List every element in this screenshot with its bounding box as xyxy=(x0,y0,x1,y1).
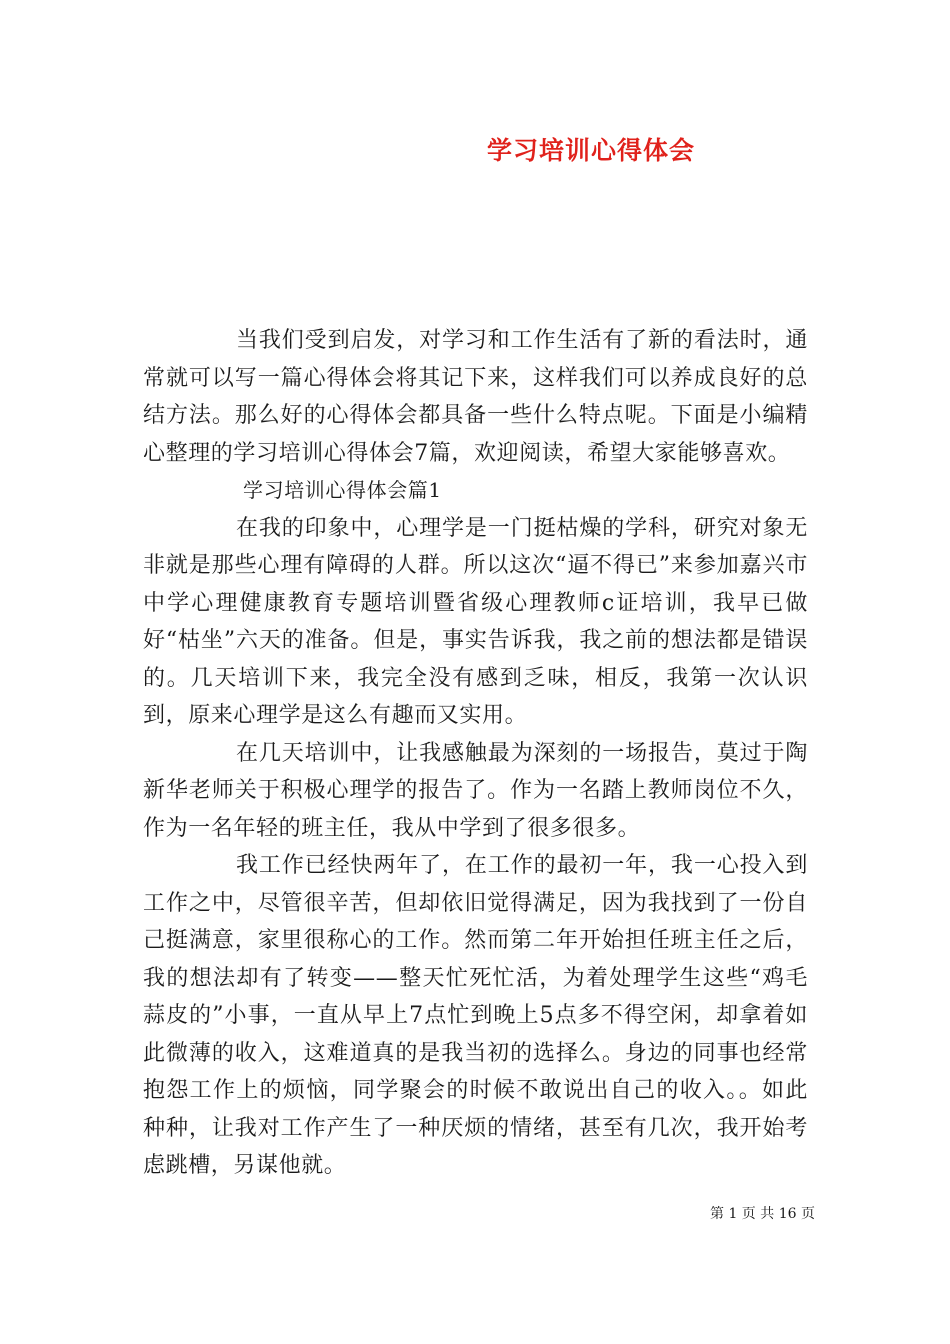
body-paragraph-1: 在我的印象中，心理学是一门挺枯燥的学科，研究对象无非就是那些心理有障碍的人群。所以这次“逼不得已”来参加嘉兴市中学心理健康教育专题培训暨省级心理教师c证培训，我早已做好“枯坐”六天的准备。但是，事实告诉我，我之前的想法都是错误的。几天培训下来，我完全没有感到乏味，相反，我第一次认识到，原来心理学是这么有趣而又实用。 xyxy=(143,515,808,728)
body-paragraph-2: 在几天培训中，让我感触最为深刻的一场报告，莫过于陶新华老师关于积极心理学的报告了。作为一名踏上教师岗位不久，作为一名年轻的班主任，我从中学到了很多很多。 xyxy=(143,740,808,841)
document-body xyxy=(143,322,808,1185)
body-paragraph-3: 我工作已经快两年了，在工作的最初一年，我一心投入到工作之中，尽管很辛苦，但却依旧觉得满足，因为我找到了一份自己挺满意，家里很称心的工作。然而第二年开始担任班主任之后，我的想法却有了转变——整天忙死忙活，为着处理学生这些“鸡毛蒜皮的”小事，一直从早上7点忙到晚上5点多不得空闲，却拿着如此微薄的收入，这难道真的是我当初的选择么。身边的同事也经常抱怨工作上的烦恼，同学聚会的时候不敢说出自己的收入。。如此种种，让我对工作产生了一种厌烦的情绪，甚至有几次，我开始考虑跳槽，另谋他就。 xyxy=(143,853,808,1178)
document-title: 学习培训心得体会 xyxy=(487,136,696,165)
section-heading: 学习培训心得体会篇1 xyxy=(243,478,442,502)
intro-paragraph: 当我们受到启发，对学习和工作生活有了新的看法时，通常就可以写一篇心得体会将其记下来，这样我们可以养成良好的总结方法。那么好的心得体会都具备一些什么特点呢。下面是小编精心整理的学习培训心得体会7篇，欢迎阅读，希望大家能够喜欢。 xyxy=(143,328,808,466)
page-number-footer: 第 1 页 共 16 页 xyxy=(710,1206,815,1222)
